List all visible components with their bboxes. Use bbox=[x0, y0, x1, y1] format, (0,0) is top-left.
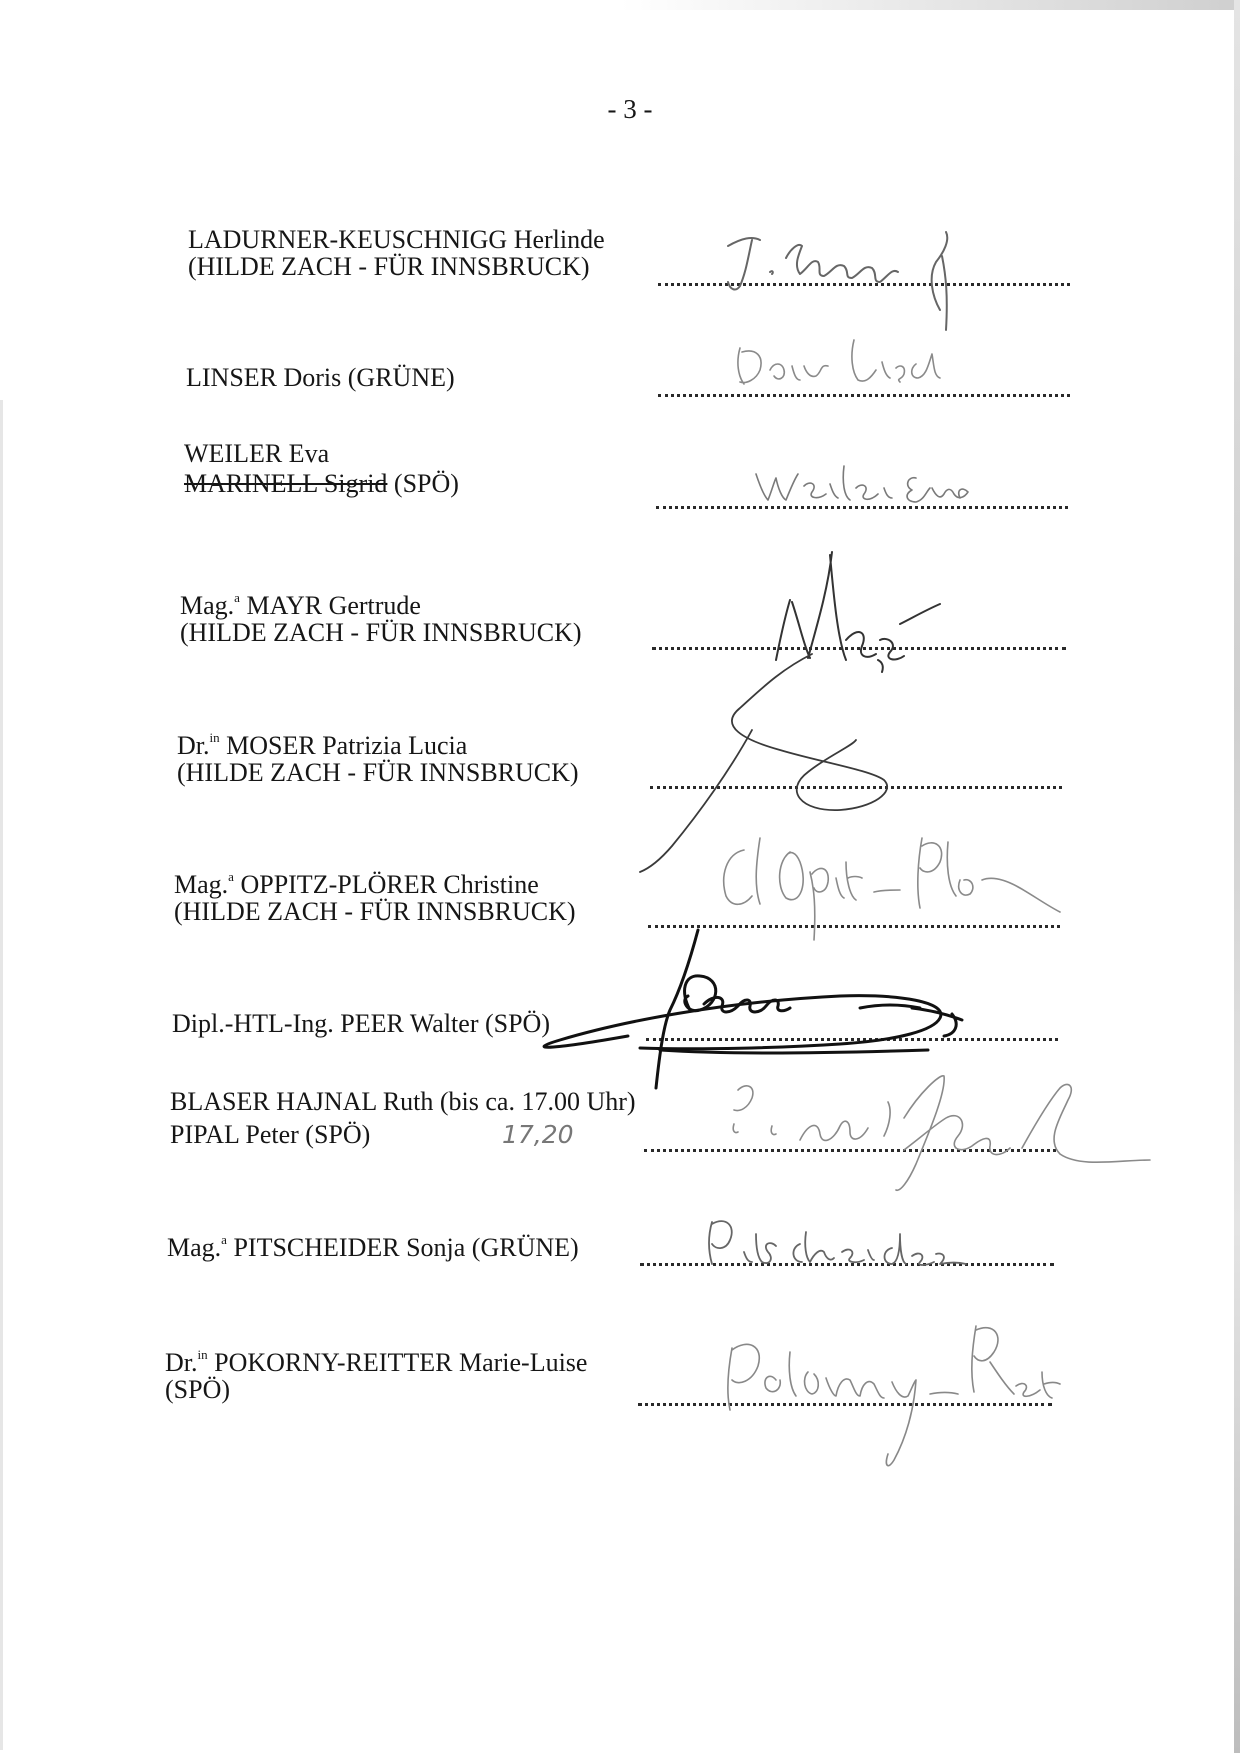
signature-line bbox=[640, 1263, 1054, 1266]
signatory-entry bbox=[186, 364, 455, 391]
signatory-entry bbox=[188, 226, 605, 280]
signature-line bbox=[646, 1038, 1058, 1041]
signature-linser bbox=[738, 340, 940, 384]
signatory-entry bbox=[172, 1010, 550, 1037]
signatory-entry bbox=[184, 440, 459, 497]
signatory-name: Dr.$^{in}$ MOSER Patrizia Lucia bbox=[177, 730, 468, 760]
handwritten-time-note: 17,20 bbox=[502, 1120, 574, 1149]
signature-pokorny-reitter bbox=[728, 1326, 1060, 1466]
signatory-party: (HILDE ZACH - FÜR INNSBRUCK) bbox=[180, 618, 582, 647]
scan-edge-right bbox=[1234, 0, 1240, 1753]
signatory-party: (HILDE ZACH - FÜR INNSBRUCK) bbox=[188, 252, 590, 281]
signatory-entry bbox=[180, 592, 582, 646]
signatory-name: WEILER Eva bbox=[184, 439, 330, 468]
signatory-name: Mag.$^a$ PITSCHEIDER Sonja (GRÜNE) bbox=[167, 1232, 579, 1262]
signature-line bbox=[658, 394, 1070, 397]
signature-line bbox=[656, 506, 1068, 509]
signatory-entry bbox=[174, 871, 576, 925]
signature-peer bbox=[544, 930, 962, 1088]
signatory-name: Mag.$^a$ OPPITZ-PLÖRER Christine bbox=[174, 869, 539, 899]
signatory-name: Dr.$^{in}$ POKORNY-REITTER Marie-Luise bbox=[165, 1347, 588, 1377]
signatory-entry bbox=[165, 1349, 587, 1403]
signatory-name: BLASER HAJNAL Ruth (bis ca. 17.00 Uhr) bbox=[170, 1087, 636, 1116]
signature-pipal bbox=[733, 1076, 1150, 1190]
signatory-name: LINSER Doris (GRÜNE) bbox=[186, 363, 455, 392]
signatory-entry bbox=[167, 1234, 579, 1261]
signatory-name: LADURNER-KEUSCHNIGG Herlinde bbox=[188, 225, 605, 254]
signatory-name: Mag.$^a$ MAYR Gertrude bbox=[180, 590, 421, 620]
signatory-party: (SPÖ) bbox=[165, 1375, 231, 1404]
scan-edge-left bbox=[0, 400, 3, 1750]
signature-weiler bbox=[756, 466, 968, 502]
scan-edge-top bbox=[620, 0, 1240, 10]
signature-line bbox=[638, 1403, 1052, 1406]
signature-line bbox=[652, 647, 1066, 650]
signature-line bbox=[644, 1149, 1056, 1152]
signatory-party: (HILDE ZACH - FÜR INNSBRUCK) bbox=[174, 897, 576, 926]
signature-moser bbox=[640, 654, 887, 872]
signature-line bbox=[658, 283, 1070, 286]
struck-name: MARINELL Sigrid bbox=[184, 469, 388, 498]
signature-pitscheider bbox=[709, 1221, 966, 1265]
page-number: - 3 - bbox=[607, 94, 653, 124]
signature-mayr bbox=[776, 552, 940, 672]
signature-line bbox=[650, 786, 1062, 789]
signatory-entry bbox=[177, 732, 579, 786]
signatory-name: Dipl.-HTL-Ing. PEER Walter (SPÖ) bbox=[172, 1009, 550, 1038]
signatory-party: MARINELL Sigrid (SPÖ) bbox=[184, 469, 459, 498]
signature-line bbox=[648, 925, 1060, 928]
signatory-party: (HILDE ZACH - FÜR INNSBRUCK) bbox=[177, 758, 579, 787]
signature-keuschnigg bbox=[728, 232, 947, 330]
signatory-name: PIPAL Peter (SPÖ) bbox=[170, 1120, 371, 1149]
